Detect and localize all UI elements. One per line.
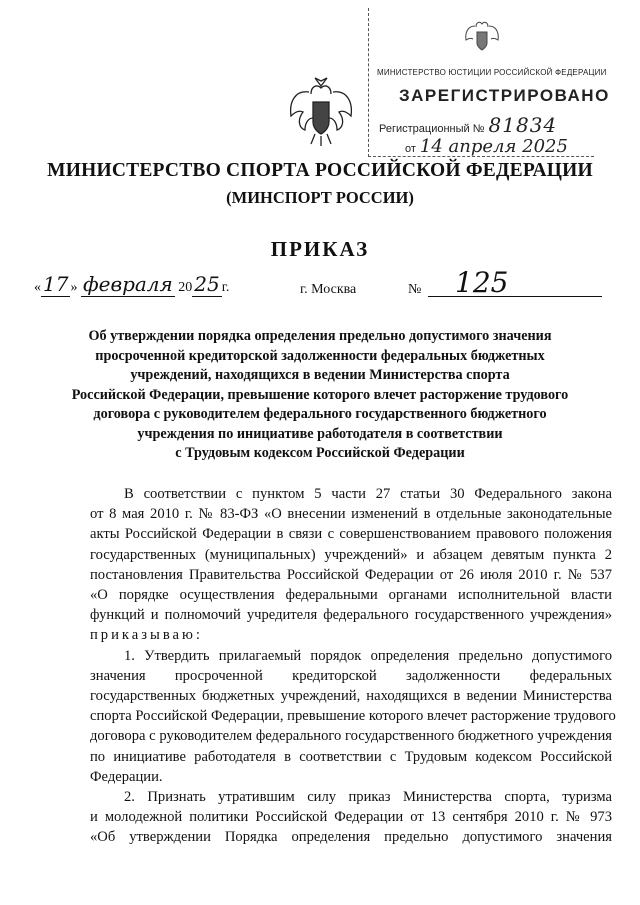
stamp-date-value: 14 апреля 2025 bbox=[419, 136, 568, 157]
subject-line: учреждений, находящихся в ведении Министерства спорта bbox=[130, 367, 510, 383]
preamble-line: государственных (муниципальных) учреждений» и абзацем девятым пункта 2 bbox=[90, 546, 612, 563]
stamp-registered-text: ЗАРЕГИСТРИРОВАНО bbox=[399, 86, 610, 105]
order-number: 125 bbox=[455, 266, 509, 299]
item1-line: Федерации. bbox=[90, 768, 163, 785]
subject-line: Об утверждении порядка определения предельно допустимого значения bbox=[88, 328, 552, 344]
subject-line: договора с руководителем федерального государственного бюджетного bbox=[93, 406, 547, 422]
date-day: 17 bbox=[43, 272, 69, 296]
date-month: февраля bbox=[82, 272, 173, 296]
preamble-line: от 8 мая 2010 г. № 83-ФЗ «О внесении изменений в отдельные законодательные bbox=[90, 506, 612, 523]
order-number-label: № bbox=[408, 282, 422, 297]
subject-line: учреждения по инициативе работодателя в соответствии bbox=[137, 425, 503, 442]
order-date-row bbox=[0, 268, 640, 302]
order-city: г. Москва bbox=[300, 282, 357, 297]
ministry-short-name: (МИНСПОРТ РОССИИ) bbox=[226, 188, 414, 207]
preamble-line: В соответствии с пунктом 5 части 27 статьи 30 Федерального закона bbox=[124, 486, 612, 502]
order-title: ПРИКАЗ bbox=[270, 237, 370, 261]
item1-line: договора с руководителем федерального государственного бюджетного учреждения bbox=[90, 728, 612, 745]
item2-line: и молодежной политики Российской Федерации от 13 сентября 2010 г. № 973 bbox=[90, 809, 612, 826]
date-close-quote: » bbox=[70, 280, 78, 295]
registration-stamp bbox=[368, 8, 610, 157]
subject-line: просроченной кредиторской задолженности федеральных бюджетных bbox=[95, 347, 545, 364]
date-open-quote: « bbox=[34, 280, 41, 295]
date-year-prefix: 20 bbox=[178, 280, 193, 295]
date-year-unit: г. bbox=[221, 280, 230, 295]
preamble-line: постановления Правительства Российской Федерации от 26 июля 2010 г. № 537 bbox=[90, 566, 612, 583]
item1-line: спорта Российской Федерации, превышение которого влечет расторжение трудового bbox=[90, 708, 616, 725]
preamble-line: функций и полномочий учредителя федерального государственного учреждения» bbox=[90, 607, 612, 624]
order-word: приказываю: bbox=[90, 627, 203, 644]
item1-line: значения просроченной кредиторской задолженности федеральных bbox=[90, 667, 612, 684]
stamp-ministry-text: МИНИСТЕРСТВО ЮСТИЦИИ РОССИЙСКОЙ ФЕДЕРАЦИИ bbox=[377, 68, 607, 77]
order-subject bbox=[60, 327, 580, 464]
subject-line: Российской Федерации, превышение которого влечет расторжение трудового bbox=[71, 386, 569, 403]
stamp-emblem-icon bbox=[463, 16, 501, 56]
coat-of-arms-icon bbox=[285, 72, 357, 150]
stamp-date-line bbox=[405, 136, 568, 157]
item1-line: 1. Утвердить прилагаемый порядок определения предельно допустимого bbox=[124, 647, 612, 664]
item2-line: 2. Признать утратившим силу приказ Министерства спорта, туризма bbox=[124, 789, 612, 806]
stamp-reg-number: 81834 bbox=[488, 113, 558, 137]
preamble-line: акты Российской Федерации в связи с совершенствованием правового положения bbox=[90, 526, 612, 543]
ministry-title: МИНИСТЕРСТВО СПОРТА РОССИЙСКОЙ ФЕДЕРАЦИИ bbox=[47, 160, 593, 181]
stamp-reg-label: Регистрационный № bbox=[379, 123, 485, 135]
item1-line: по инициативе работодателя в соответствии с Трудовым кодексом Российской bbox=[90, 748, 612, 765]
stamp-date-label: от bbox=[405, 143, 416, 155]
subject-line: с Трудовым кодексом Российской Федерации bbox=[175, 445, 465, 461]
stamp-registration-line bbox=[379, 113, 557, 137]
item2-line: «Об утверждении Порядка определения предельно допустимого значения bbox=[90, 829, 612, 846]
order-body bbox=[90, 484, 616, 848]
preamble-line: «О порядке осуществления федеральными органами исполнительной власти bbox=[90, 587, 612, 604]
order-date bbox=[34, 272, 229, 296]
item1-line: государственных бюджетных учреждений, находящихся в ведении Министерства bbox=[90, 688, 612, 705]
date-year-suffix: 25 bbox=[194, 272, 220, 296]
